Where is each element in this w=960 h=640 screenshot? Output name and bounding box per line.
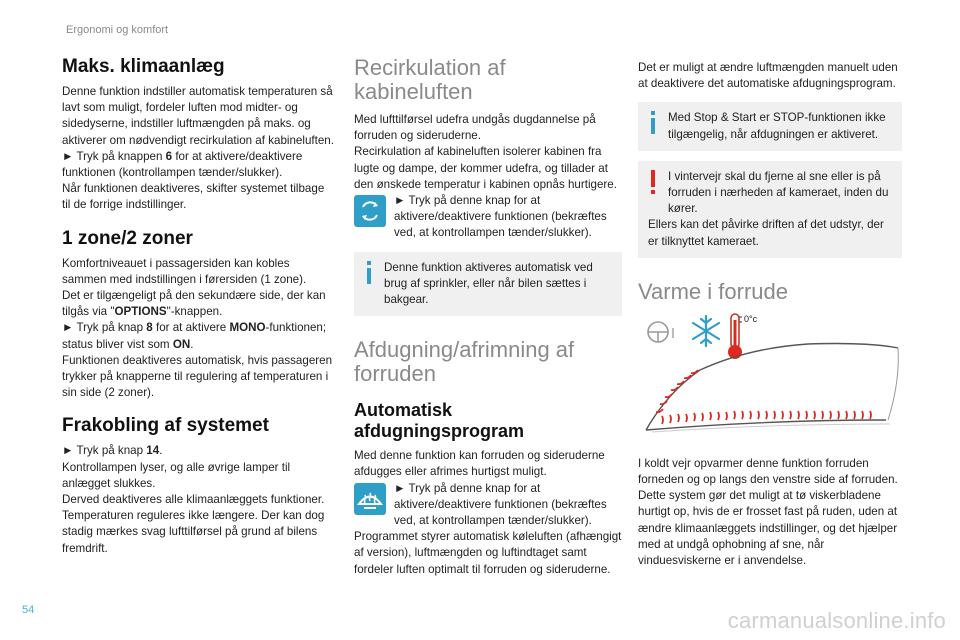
heading-varme-i-forrude: Varme i forrude (638, 278, 788, 304)
button-instruction: ► Tryk på denne knap for at aktivere/deaktivere funktionen (bekræftes ved, at kontrollampen tænder/slukker). (394, 481, 607, 528)
paragraph: I koldt vejr opvarmer denne funktion forruden forneden og op langs den venstre side af forruden. (638, 456, 898, 487)
paragraph: Når funktionen deaktiveres, skifter systemet tilbage til de forrige indstillinger. (62, 182, 325, 212)
paragraph: Recirkulation af kabineluften isolerer kabinen fra lugte og dampe, der kommer udefra, og tillader at den ønskede temperatur i kabinen opnås hurtigere. (354, 145, 617, 191)
paragraph: Temperaturen reguleres ikke længere. Der kan dog stadig mærkes svag lufttilførsel på grund af bilens fremdrift. (62, 509, 325, 555)
paragraph: Dette system gør det muligt at tø viskerbladene hurtigt op, hvis de er frosset fast på ruden, uden at ændre klimaanlæggets indstillinger, og det hjælper med at undgå ophobning af sne, når vinduesviskerne er i anvendelse. (638, 489, 898, 568)
info-note (638, 102, 902, 150)
paragraph: Det er tilgængeligt på den sekundære side, der kan tilgås via "OPTIONS"-knappen. (62, 289, 326, 319)
heading-frakobling: Frakobling af systemet (62, 415, 269, 437)
info-icon (648, 111, 662, 141)
paragraph: Denne funktion indstiller automatisk temperaturen så lavt som muligt, fordeler luften mod midter- og sidedyserne, indstiller luftmængden på maks. og aktiverer om nødvendigt recirkulation af kabineluften. (62, 85, 334, 147)
paragraph: ► Tryk på knap 8 for at aktivere MONO-funktionen; status bliver vist som ON. (62, 321, 327, 351)
windscreen-defrost-icon (354, 483, 386, 515)
paragraph: Det er muligt at ændre luftmængden manuelt uden at deaktivere det automatiske afdugningsprogram. (638, 61, 898, 91)
paragraph: Funktionen deaktiveres automatisk, hvis passageren trykker på knapperne til regulering af temperaturen i sin side (2 zoner). (62, 353, 333, 400)
note-text: Denne funktion aktiveres automatisk ved brug af sprinkler, eller når bilen sættes i bakgear. (384, 260, 593, 307)
heading-afdugning: Afdugning/afrimning af forruden (354, 337, 575, 387)
thermometer-label: 0°c (744, 313, 758, 324)
heating-elements (656, 370, 871, 424)
paragraph: Med lufttilførsel udefra undgås dugdannelse på forruden og sideruderne. (354, 113, 596, 143)
paragraph: Programmet styrer automatisk køleluften (afhængigt af version), luftmængden og luftindtaget samt fordeler luften optimalt til forruden og sideruderne. (354, 530, 622, 576)
recirculation-icon (354, 195, 386, 227)
paragraph: Med denne funktion kan forruden og sideruderne afdugges eller afrimes hurtigst muligt. (354, 449, 605, 479)
warning-text: I vintervejr skal du fjerne al sne eller is på forruden i nærheden af kameraet, inden du kører. (668, 169, 889, 216)
column-2 (354, 56, 622, 578)
warning-icon (648, 170, 662, 200)
defrost-instruction (354, 481, 622, 530)
column-1 (62, 56, 334, 557)
column-3 (638, 60, 902, 569)
warning-note (638, 161, 902, 258)
thermometer-icon (728, 314, 742, 359)
button-instruction: ► Tryk på denne knap for at aktivere/deaktivere funktionen (bekræftes ved, at kontrollampen tænder/slukker). (394, 194, 607, 240)
paragraph: ► Tryk på knappen 6 for at aktivere/deaktivere funktionen (kontrollampen tænder/slukker). (62, 149, 303, 180)
heading-automatisk-afdugning: Automatisk afdugningsprogram (354, 400, 524, 442)
heading-zones: 1 zone/2 zoner (62, 227, 193, 249)
paragraph: Komfortniveauet i passagersiden kan kobles sammen med indstillingen i førersiden (1 zone). (62, 256, 307, 286)
paragraph: Kontrollampen lyser, og alle øvrige lamper til anlægget slukkes. (62, 460, 291, 490)
recirculation-instruction (354, 193, 622, 242)
warning-text: Ellers kan det påvirke driften af det udstyr, der er tilknyttet kameraet. (648, 218, 884, 248)
paragraph: ► Tryk på knap 14. (62, 444, 163, 458)
snowflake-icon (693, 316, 719, 346)
heading-recirkulation: Recirkulation af kabineluften (354, 55, 506, 104)
info-icon (364, 261, 378, 291)
info-note (354, 252, 622, 317)
watermark: carmanualsonline.info (727, 608, 946, 633)
heading-maks-klimaanlaeg: Maks. klimaanlæg (62, 56, 225, 77)
running-header: Ergonomi og komfort (66, 24, 169, 36)
steering-wheel-icon (648, 322, 674, 342)
heated-windscreen-illustration (638, 312, 902, 442)
paragraph: Derved deaktiveres alle klimaanlæggets funktioner. (62, 493, 325, 507)
page-number: 54 (22, 604, 35, 616)
note-text: Med Stop & Start er STOP-funktionen ikke tilgængelig, når afdugningen er aktiveret. (668, 111, 886, 141)
